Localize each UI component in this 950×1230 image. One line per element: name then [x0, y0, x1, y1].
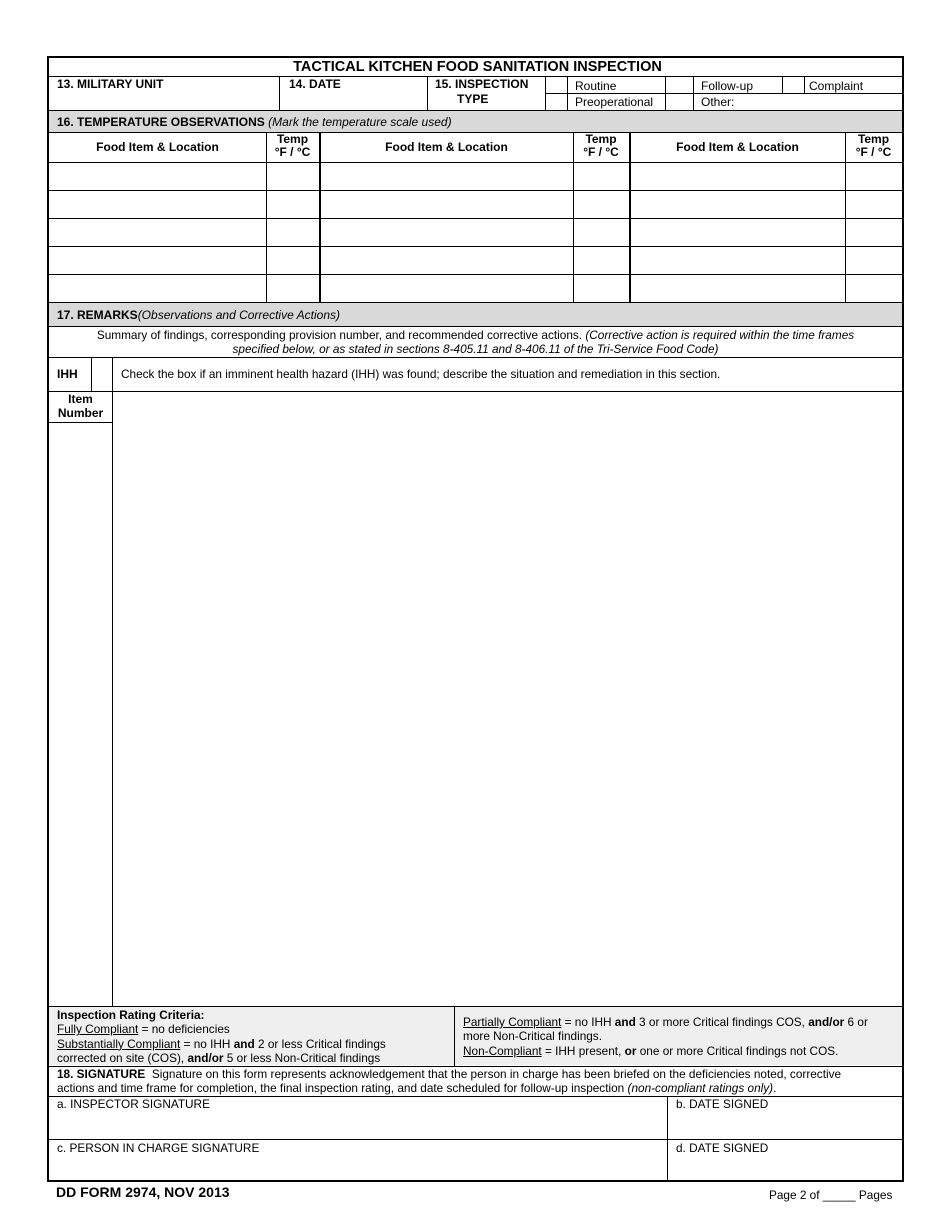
temperature-section-note: (Mark the temperature scale used)	[268, 115, 452, 129]
inspection-form	[47, 56, 904, 1182]
remarks-text-area[interactable]	[113, 392, 902, 1006]
remarks-summary	[49, 328, 902, 356]
partial-text-c: 6 or	[844, 1015, 868, 1029]
subst-andor: and/or	[187, 1050, 224, 1065]
routine-checkbox[interactable]	[546, 77, 567, 93]
date-label: 14. DATE	[289, 77, 341, 91]
partial-text-a: = no IHH	[561, 1015, 615, 1029]
page-total-field[interactable]: _____	[822, 1188, 856, 1202]
page-suffix: Pages	[858, 1188, 893, 1202]
fully-compliant-desc: = no deficiencies	[138, 1022, 230, 1037]
routine-label: Routine	[575, 79, 617, 93]
pic-date-field[interactable]	[676, 1156, 896, 1180]
remarks-summary-italic-2: specified below, or as stated in sections 8-405.11 and 8-406.11 of the Tri-Service Food Code)	[232, 342, 719, 356]
temperature-section-header	[49, 111, 902, 132]
rating-criteria-right	[463, 1015, 868, 1058]
signature-text-2: actions and time frame for completion, the final inspection rating, and date scheduled for follow-up inspection	[57, 1081, 628, 1096]
subst-text-c: corrected on site (COS),	[57, 1050, 188, 1065]
non-text-b: one or more Critical findings not COS.	[636, 1043, 839, 1058]
item-number-label-2: Number	[57, 406, 104, 420]
col-temp-1-label: Temp	[276, 132, 309, 146]
subst-text-d: 5 or less Non-Critical findings	[223, 1050, 381, 1065]
complaint-checkbox[interactable]	[783, 77, 804, 93]
subst-text-b: 2 or less Critical findings	[254, 1036, 386, 1051]
other-field[interactable]	[739, 94, 899, 110]
follow-up-checkbox[interactable]	[666, 77, 693, 93]
col-temp-2	[573, 133, 629, 159]
col-temp-3	[845, 133, 902, 159]
signature-text-1: Signature on this form represents acknowledgement that the person in charge has been briefed on the deficiencies noted, corrective	[151, 1067, 842, 1081]
signature-section-title: 18. SIGNATURE	[57, 1067, 146, 1081]
inspector-date-field[interactable]	[676, 1112, 896, 1138]
follow-up-label: Follow-up	[701, 79, 754, 93]
ihh-label: IHH	[57, 367, 78, 381]
pic-signature-label: c. PERSON IN CHARGE SIGNATURE	[57, 1141, 260, 1155]
temperature-row[interactable]	[49, 219, 902, 246]
rating-criteria-left	[57, 1008, 386, 1065]
subst-text-a: = no IHH	[180, 1036, 234, 1051]
item-number-label-1: Item	[68, 392, 93, 406]
col-temp-1	[266, 133, 319, 159]
form-id: DD FORM 2974, NOV 2013	[56, 1184, 230, 1200]
ihh-instruction: Check the box if an imminent health hazard (IHH) was found; describe the situation and remediation in this section.	[121, 367, 721, 381]
temperature-row[interactable]	[49, 275, 902, 302]
form-title: TACTICAL KITCHEN FOOD SANITATION INSPECTION	[293, 59, 662, 75]
fully-compliant-term: Fully Compliant	[57, 1022, 139, 1037]
col-temp-3-label: Temp	[857, 132, 890, 146]
col-food-item-3: Food Item & Location	[676, 140, 799, 154]
partially-compliant-term: Partially Compliant	[463, 1015, 562, 1029]
substantially-compliant-term: Substantially Compliant	[57, 1036, 181, 1051]
remarks-section-header	[49, 303, 902, 326]
remarks-summary-text: Summary of findings, corresponding provision number, and recommended corrective actions.	[96, 328, 583, 342]
col-temp-2-label: Temp	[585, 132, 617, 146]
signature-text-2-end: .	[773, 1081, 777, 1096]
pic-signature-field[interactable]	[57, 1156, 657, 1180]
remarks-summary-italic-1: (Corrective action is required within the time frames	[585, 328, 855, 342]
partial-text-d: more Non-Critical findings.	[463, 1029, 602, 1044]
inspector-signature-label: a. INSPECTOR SIGNATURE	[57, 1097, 210, 1111]
partial-text-b: 3 or more Critical findings COS,	[635, 1015, 809, 1029]
military-unit-field[interactable]	[57, 92, 277, 109]
signature-text-2-italic: (non-compliant ratings only)	[627, 1081, 774, 1096]
remarks-section-note: (Observations and Corrective Actions)	[137, 308, 340, 322]
subst-and: and	[233, 1036, 255, 1051]
non-compliant-term: Non-Compliant	[463, 1043, 542, 1058]
inspection-type-label-2: TYPE	[457, 92, 489, 106]
temperature-row[interactable]	[49, 191, 902, 218]
complaint-label: Complaint	[809, 79, 864, 93]
temperature-section-title: 16. TEMPERATURE OBSERVATIONS	[57, 115, 265, 129]
item-number-header	[49, 392, 112, 420]
non-or: or	[624, 1043, 637, 1058]
partial-andor: and/or	[808, 1015, 845, 1029]
col-temp-2-scale: °F / °C	[583, 145, 619, 159]
temperature-row[interactable]	[49, 163, 902, 190]
date-field[interactable]	[289, 92, 424, 109]
col-temp-3-scale: °F / °C	[855, 145, 892, 159]
pic-date-label: d. DATE SIGNED	[676, 1141, 769, 1155]
partial-and: and	[614, 1015, 636, 1029]
item-number-column[interactable]	[49, 423, 112, 1006]
signature-section-text	[57, 1067, 841, 1096]
other-label: Other:	[701, 95, 735, 109]
non-text-a: = IHH present,	[541, 1043, 625, 1058]
page-counter	[769, 1188, 892, 1202]
preoperational-label: Preoperational	[575, 95, 654, 109]
preoperational-checkbox[interactable]	[546, 94, 567, 110]
other-checkbox[interactable]	[666, 94, 693, 110]
rating-title: Inspection Rating Criteria:	[57, 1008, 205, 1022]
remarks-section-title: 17. REMARKS	[57, 308, 138, 322]
inspection-type-label: 15. INSPECTION	[435, 77, 529, 91]
inspector-signature-field[interactable]	[57, 1112, 657, 1138]
military-unit-label: 13. MILITARY UNIT	[57, 77, 164, 91]
col-temp-1-scale: °F / °C	[274, 145, 311, 159]
ihh-checkbox[interactable]	[92, 358, 112, 391]
temperature-row[interactable]	[49, 247, 902, 274]
inspector-date-label: b. DATE SIGNED	[676, 1097, 769, 1111]
page-prefix: Page 2 of	[769, 1188, 820, 1202]
col-food-item-2: Food Item & Location	[385, 140, 508, 154]
col-food-item-1: Food Item & Location	[96, 140, 219, 154]
